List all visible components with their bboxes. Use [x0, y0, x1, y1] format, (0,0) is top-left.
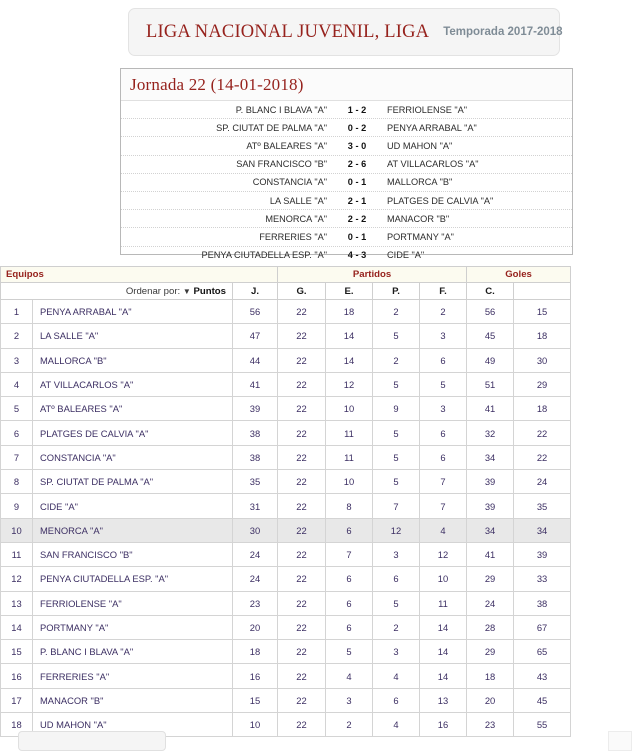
standings-cell-goals-against: 30 [514, 348, 571, 372]
standings-cell-points: 23 [233, 591, 278, 615]
match-home-team: P. BLANC I BLAVA "A" [235, 104, 327, 115]
standings-cell-played: 22 [278, 470, 326, 494]
jornada-results-box [120, 68, 573, 261]
standings-cell-lost: 14 [420, 640, 467, 664]
standings-cell-goals-for: 45 [467, 324, 514, 348]
sort-control[interactable] [1, 283, 233, 300]
match-list [121, 100, 572, 264]
standings-cell-position: 6 [1, 421, 33, 445]
standings-cell-played: 22 [278, 567, 326, 591]
table-row[interactable] [1, 348, 571, 372]
match-score: 0 - 2 [347, 122, 367, 133]
standings-cell-drawn: 6 [373, 688, 420, 712]
match-score: 3 - 0 [347, 140, 367, 151]
standings-cell-played: 22 [278, 494, 326, 518]
standings-cell-played: 22 [278, 688, 326, 712]
standings-cell-position: 4 [1, 372, 33, 396]
standings-cell-team: PENYA ARRABAL "A" [33, 300, 233, 324]
standings-cell-points: 31 [233, 494, 278, 518]
standings-cell-played: 22 [278, 542, 326, 566]
match-row[interactable] [121, 192, 572, 210]
column-header-j[interactable]: J. [233, 283, 278, 300]
standings-cell-points: 47 [233, 324, 278, 348]
match-away-team: PLATGES DE CALVIA "A" [387, 195, 494, 206]
standings-cell-goals-for: 34 [467, 518, 514, 542]
standings-cell-won: 11 [326, 445, 373, 469]
match-home-team: CONSTANCIA "A" [252, 177, 327, 188]
match-home-team: SAN FRANCISCO "B" [236, 159, 327, 170]
standings-cell-won: 14 [326, 324, 373, 348]
standings-column-header-row [1, 283, 571, 300]
standings-table [0, 266, 571, 737]
standings-cell-lost: 12 [420, 542, 467, 566]
standings-cell-goals-against: 55 [514, 713, 571, 737]
standings-cell-drawn: 5 [373, 421, 420, 445]
jornada-header [121, 69, 572, 100]
group-header-goles: Goles [467, 267, 571, 283]
standings-cell-lost: 13 [420, 688, 467, 712]
standings-cell-position: 8 [1, 470, 33, 494]
standings-cell-goals-against: 38 [514, 591, 571, 615]
match-home-team: ATº BALEARES "A" [246, 140, 327, 151]
standings-cell-drawn: 5 [373, 324, 420, 348]
match-row[interactable] [121, 210, 572, 228]
standings-cell-lost: 2 [420, 300, 467, 324]
standings-cell-team: CIDE "A" [33, 494, 233, 518]
standings-cell-points: 10 [233, 713, 278, 737]
match-home-team: LA SALLE "A" [269, 195, 327, 206]
standings-cell-points: 38 [233, 445, 278, 469]
match-home-team: FERRERIES "A" [259, 231, 327, 242]
standings-cell-lost: 3 [420, 397, 467, 421]
standings-cell-points: 56 [233, 300, 278, 324]
column-header-spacer [514, 283, 571, 300]
standings-cell-position: 18 [1, 713, 33, 737]
standings-cell-lost: 7 [420, 494, 467, 518]
match-row[interactable] [121, 247, 572, 264]
standings-cell-goals-for: 23 [467, 713, 514, 737]
column-header-g[interactable]: G. [278, 283, 326, 300]
standings-cell-drawn: 7 [373, 494, 420, 518]
standings-cell-points: 15 [233, 688, 278, 712]
match-score: 2 - 6 [347, 159, 367, 170]
standings-cell-won: 6 [326, 518, 373, 542]
standings-cell-won: 3 [326, 688, 373, 712]
standings-cell-team: PLATGES DE CALVIA "A" [33, 421, 233, 445]
standings-cell-lost: 6 [420, 445, 467, 469]
standings-cell-goals-against: 18 [514, 397, 571, 421]
standings-cell-won: 5 [326, 640, 373, 664]
match-row[interactable] [121, 174, 572, 192]
match-row[interactable] [121, 137, 572, 155]
season-label: Temporada 2017-2018 [443, 26, 563, 38]
standings-cell-team: MENORCA "A" [33, 518, 233, 542]
standings-cell-drawn: 2 [373, 348, 420, 372]
standings-cell-points: 16 [233, 664, 278, 688]
standings-cell-won: 10 [326, 397, 373, 421]
match-score: 0 - 1 [347, 231, 367, 242]
standings-cell-team: PORTMANY "A" [33, 615, 233, 639]
standings-cell-goals-for: 34 [467, 445, 514, 469]
match-home-team: SP. CIUTAT DE PALMA "A" [216, 122, 327, 133]
standings-cell-won: 14 [326, 348, 373, 372]
standings-cell-won: 2 [326, 713, 373, 737]
standings-cell-goals-for: 51 [467, 372, 514, 396]
standings-cell-lost: 7 [420, 470, 467, 494]
standings-cell-team: AT VILLACARLOS "A" [33, 372, 233, 396]
standings-cell-played: 22 [278, 421, 326, 445]
standings-cell-team: SAN FRANCISCO "B" [33, 542, 233, 566]
standings-cell-lost: 6 [420, 348, 467, 372]
standings-cell-lost: 14 [420, 615, 467, 639]
standings-cell-position: 3 [1, 348, 33, 372]
table-row[interactable] [1, 372, 571, 396]
table-row[interactable] [1, 542, 571, 566]
standings-cell-team: UD MAHON "A" [33, 713, 233, 737]
standings-cell-points: 30 [233, 518, 278, 542]
standings-cell-drawn: 9 [373, 397, 420, 421]
standings-cell-position: 17 [1, 688, 33, 712]
standings-cell-points: 24 [233, 542, 278, 566]
standings-cell-won: 6 [326, 567, 373, 591]
match-away-team: CIDE "A" [387, 250, 425, 261]
standings-cell-goals-for: 28 [467, 615, 514, 639]
table-row[interactable] [1, 494, 571, 518]
match-score: 2 - 1 [347, 195, 367, 206]
standings-cell-drawn: 2 [373, 615, 420, 639]
table-row[interactable] [1, 567, 571, 591]
match-away-team: PORTMANY "A" [387, 231, 454, 242]
standings-cell-position: 13 [1, 591, 33, 615]
standings-cell-goals-for: 24 [467, 591, 514, 615]
standings-cell-drawn: 5 [373, 445, 420, 469]
standings-cell-drawn: 2 [373, 300, 420, 324]
group-header-partidos: Partidos [278, 267, 467, 283]
match-row[interactable] [121, 119, 572, 137]
match-score: 2 - 2 [347, 213, 367, 224]
standings-cell-won: 11 [326, 421, 373, 445]
standings-cell-goals-against: 18 [514, 324, 571, 348]
standings-cell-points: 41 [233, 372, 278, 396]
standings-cell-won: 18 [326, 300, 373, 324]
standings-cell-team: P. BLANC I BLAVA "A" [33, 640, 233, 664]
standings-cell-position: 12 [1, 567, 33, 591]
chevron-down-icon: ▼ [182, 286, 191, 296]
standings-cell-played: 22 [278, 397, 326, 421]
standings-cell-drawn: 3 [373, 640, 420, 664]
match-row[interactable] [121, 101, 572, 119]
standings-cell-goals-for: 41 [467, 397, 514, 421]
table-row[interactable] [1, 470, 571, 494]
standings-cell-won: 10 [326, 470, 373, 494]
standings-cell-goals-against: 67 [514, 615, 571, 639]
match-row[interactable] [121, 228, 572, 246]
sort-label: Ordenar por: [125, 285, 181, 297]
standings-cell-lost: 14 [420, 664, 467, 688]
standings-cell-goals-against: 65 [514, 640, 571, 664]
standings-cell-played: 22 [278, 372, 326, 396]
standings-cell-played: 22 [278, 518, 326, 542]
standings-cell-position: 15 [1, 640, 33, 664]
column-header-c[interactable]: C. [467, 283, 514, 300]
match-score: 4 - 3 [347, 250, 367, 261]
standings-cell-played: 22 [278, 640, 326, 664]
standings-cell-team: FERRIOLENSE "A" [33, 591, 233, 615]
column-header-p[interactable]: P. [373, 283, 420, 300]
standings-cell-goals-for: 49 [467, 348, 514, 372]
sort-key[interactable]: Puntos [193, 285, 226, 297]
standings-cell-lost: 5 [420, 372, 467, 396]
standings-cell-position: 1 [1, 300, 33, 324]
standings-cell-drawn: 5 [373, 591, 420, 615]
match-away-team: AT VILLACARLOS "A" [387, 159, 479, 170]
standings-cell-lost: 16 [420, 713, 467, 737]
standings-cell-won: 12 [326, 372, 373, 396]
standings-cell-points: 18 [233, 640, 278, 664]
standings-cell-team: MALLORCA "B" [33, 348, 233, 372]
page-title: LIGA NACIONAL JUVENIL, LIGA [146, 21, 430, 42]
standings-cell-lost: 10 [420, 567, 467, 591]
standings-cell-lost: 11 [420, 591, 467, 615]
standings-cell-played: 22 [278, 713, 326, 737]
standings-cell-points: 39 [233, 397, 278, 421]
standings-cell-goals-against: 34 [514, 518, 571, 542]
standings-cell-played: 22 [278, 591, 326, 615]
standings-cell-position: 7 [1, 445, 33, 469]
standings-cell-team: PENYA CIUTADELLA ESP. "A" [33, 567, 233, 591]
standings-cell-drawn: 4 [373, 713, 420, 737]
standings-cell-position: 11 [1, 542, 33, 566]
table-row[interactable] [1, 591, 571, 615]
standings-cell-played: 22 [278, 664, 326, 688]
match-score: 1 - 2 [347, 104, 367, 115]
standings-cell-won: 8 [326, 494, 373, 518]
standings-cell-drawn: 4 [373, 664, 420, 688]
standings-cell-points: 24 [233, 567, 278, 591]
standings-cell-position: 14 [1, 615, 33, 639]
standings-cell-points: 38 [233, 421, 278, 445]
match-away-team: MALLORCA "B" [387, 177, 453, 188]
bottom-left-stub [18, 731, 166, 751]
standings-cell-position: 5 [1, 397, 33, 421]
table-row[interactable] [1, 518, 571, 542]
match-away-team: MANACOR "B" [387, 213, 450, 224]
match-home-team: MENORCA "A" [265, 213, 327, 224]
table-row[interactable] [1, 615, 571, 639]
standings-cell-goals-for: 29 [467, 567, 514, 591]
table-row[interactable] [1, 640, 571, 664]
column-header-f[interactable]: F. [420, 283, 467, 300]
league-title-banner [128, 8, 563, 56]
standings-cell-drawn: 5 [373, 372, 420, 396]
standings-cell-team: FERRERIES "A" [33, 664, 233, 688]
standings-cell-points: 20 [233, 615, 278, 639]
standings-cell-goals-for: 39 [467, 470, 514, 494]
standings-cell-played: 22 [278, 300, 326, 324]
standings-cell-goals-against: 22 [514, 445, 571, 469]
standings-cell-team: SP. CIUTAT DE PALMA "A" [33, 470, 233, 494]
standings-cell-played: 22 [278, 445, 326, 469]
table-row[interactable] [1, 397, 571, 421]
standings-cell-lost: 4 [420, 518, 467, 542]
standings-cell-position: 10 [1, 518, 33, 542]
standings-cell-goals-against: 15 [514, 300, 571, 324]
table-row[interactable] [1, 421, 571, 445]
match-row[interactable] [121, 156, 572, 174]
standings-cell-won: 4 [326, 664, 373, 688]
table-row[interactable] [1, 664, 571, 688]
standings-cell-goals-for: 29 [467, 640, 514, 664]
column-header-e[interactable]: E. [326, 283, 373, 300]
standings-cell-played: 22 [278, 615, 326, 639]
standings-cell-team: LA SALLE "A" [33, 324, 233, 348]
standings-cell-lost: 6 [420, 421, 467, 445]
standings-cell-lost: 3 [420, 324, 467, 348]
standings-cell-goals-against: 24 [514, 470, 571, 494]
standings-cell-goals-against: 29 [514, 372, 571, 396]
table-row[interactable] [1, 324, 571, 348]
standings-cell-team: CONSTANCIA "A" [33, 445, 233, 469]
table-row[interactable] [1, 300, 571, 324]
standings-cell-goals-against: 33 [514, 567, 571, 591]
standings-cell-position: 2 [1, 324, 33, 348]
standings-cell-goals-for: 39 [467, 494, 514, 518]
standings-cell-goals-against: 39 [514, 542, 571, 566]
standings-cell-drawn: 6 [373, 567, 420, 591]
standings-cell-goals-against: 43 [514, 664, 571, 688]
standings-cell-team: ATº BALEARES "A" [33, 397, 233, 421]
standings-cell-goals-against: 22 [514, 421, 571, 445]
standings-cell-position: 9 [1, 494, 33, 518]
standings-group-header-row [1, 267, 571, 283]
match-away-team: PENYA ARRABAL "A" [387, 122, 477, 133]
standings-cell-goals-for: 32 [467, 421, 514, 445]
standings-cell-position: 16 [1, 664, 33, 688]
match-away-team: FERRIOLENSE "A" [387, 104, 468, 115]
standings-cell-played: 22 [278, 348, 326, 372]
standings-cell-goals-for: 20 [467, 688, 514, 712]
standings-body [1, 300, 571, 737]
table-row[interactable] [1, 688, 571, 712]
match-away-team: UD MAHON "A" [387, 140, 453, 151]
standings-cell-won: 6 [326, 615, 373, 639]
standings-cell-drawn: 5 [373, 470, 420, 494]
standings-cell-team: MANACOR "B" [33, 688, 233, 712]
bottom-right-stub [608, 731, 632, 751]
standings-cell-goals-for: 18 [467, 664, 514, 688]
table-row[interactable] [1, 445, 571, 469]
standings-cell-points: 44 [233, 348, 278, 372]
standings-cell-drawn: 3 [373, 542, 420, 566]
jornada-heading: Jornada 22 (14-01-2018) [130, 74, 304, 94]
standings-cell-played: 22 [278, 324, 326, 348]
standings-cell-won: 7 [326, 542, 373, 566]
standings-cell-goals-for: 41 [467, 542, 514, 566]
match-score: 0 - 1 [347, 177, 367, 188]
standings-cell-goals-against: 45 [514, 688, 571, 712]
group-header-equipos: Equipos [1, 267, 278, 283]
standings-cell-goals-for: 56 [467, 300, 514, 324]
standings-cell-drawn: 12 [373, 518, 420, 542]
standings-cell-won: 6 [326, 591, 373, 615]
match-home-team: PENYA CIUTADELLA ESP. "A" [201, 250, 327, 261]
standings-cell-goals-against: 35 [514, 494, 571, 518]
standings-cell-points: 35 [233, 470, 278, 494]
